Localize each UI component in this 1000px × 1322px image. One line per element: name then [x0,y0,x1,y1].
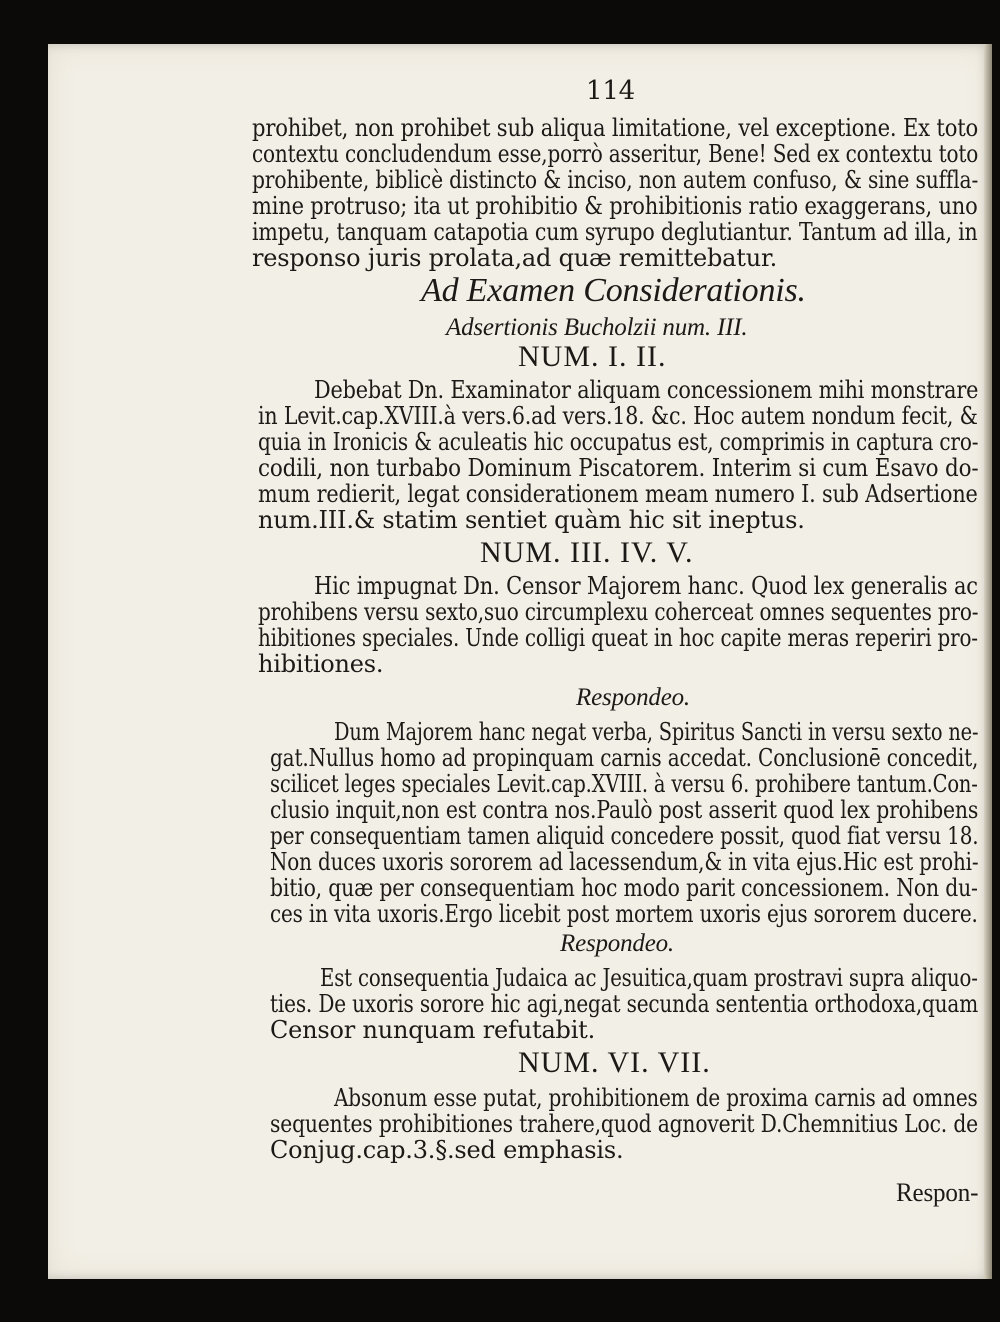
subheading: Adsertionis Bucholzii num. III. [446,314,748,341]
text-line: Hic impugnat Dn. Censor Majorem hanc. Quod lex generalis ac [314,572,978,600]
text-line: Debebat Dn. Examinator aliquam concessionem mihi monstrare [314,376,979,404]
text-line: clusio inquit,non est contra nos.Paulò post asserit quod lex prohibens [270,796,979,824]
text-line: hibitiones speciales. Unde colligi queat in hoc capite meras reperiri pro- [258,624,978,652]
num-heading: NUM. I. II. [518,340,667,373]
text-line: quia in Ironicis & aculeatis hic occupatus est, comprimis in captura cro- [258,428,979,456]
text-line: scilicet leges speciales Levit.cap.XVIII. à versu 6. prohibere tantum.Con- [270,770,978,798]
text-line: ces in vita uxoris.Ergo licebit post mortem uxoris ejus sororem ducere. [270,900,978,928]
text-line: in Levit.cap.XVIII.à vers.6.ad vers.18. &c. Hoc autem nondum fecit, & [258,402,978,430]
text-line: impetu, tanquam catapotia cum syrupo deglutiantur. Tantum ad illa, in [252,218,978,246]
text-line: Censor nunquam refutabit. [270,1016,596,1044]
text-line: mine protruso; ita ut prohibitio & prohibitionis ratio exaggerans, uno [252,192,978,220]
text-line: num.III.& statim sentiet quàm hic sit ineptus. [258,506,805,534]
text-line: Conjug.cap.3.§.sed emphasis. [270,1136,624,1164]
section-heading: Ad Examen Considerationis. [421,272,806,309]
text-line: hibitiones. [258,650,384,678]
text-line: prohibente, biblicè distincto & inciso, non autem confuso, & sine suffla- [252,166,979,194]
catchword: Respon- [896,1178,979,1207]
page-edge [984,44,992,1279]
num-heading: NUM. III. IV. V. [480,536,694,569]
page-number: 114 [586,76,636,106]
text-line: Est consequentia Judaica ac Jesuitica,quam prostravi supra aliquo- [320,964,978,992]
text-line: prohibens versu sexto,suo circumplexu coherceat omnes sequentes pro- [258,598,979,626]
respondeo-heading: Respondeo. [576,684,690,711]
text-line: responso juris prolata,ad quæ remittebatur. [252,244,778,272]
num-heading: NUM. VI. VII. [518,1046,711,1079]
text-line: Absonum esse putat, prohibitionem de proxima carnis ad omnes [334,1084,978,1112]
book-page [48,44,992,1279]
text-line: mum redierit, legat considerationem meam numero I. sub Adsertione [258,480,978,508]
text-line: sequentes prohibitiones trahere,quod agnoverit D.Chemnitius Loc. de [270,1110,978,1138]
text-line: bitio, quæ per consequentiam hoc modo parit concessionem. Non du- [270,874,978,902]
text-line: Non duces uxoris sororem ad lacessendum,& in vita ejus.Hic est prohi- [270,848,979,876]
respondeo-heading: Respondeo. [560,930,674,957]
text-line: prohibet, non prohibet sub aliqua limitatione, vel exceptione. Ex toto [252,114,979,142]
text-line: ties. De uxoris sorore hic agi,negat secunda sententia orthodoxa,quam [270,990,979,1018]
text-line: codili, non turbabo Dominum Piscatorem. Interim si cum Esavo do- [258,454,979,482]
text-line: contextu concludendum esse,porrò asseritur, Bene! Sed ex contextu toto [252,140,979,168]
text-line: Dum Majorem hanc negat verba, Spiritus Sancti in versu sexto ne- [334,718,979,746]
text-line: per consequentiam tamen aliquid concedere possit, quod fiat versu 18. [270,822,979,850]
text-line: gat.Nullus homo ad propinquam carnis accedat. Conclusionē concedit, [270,744,979,772]
